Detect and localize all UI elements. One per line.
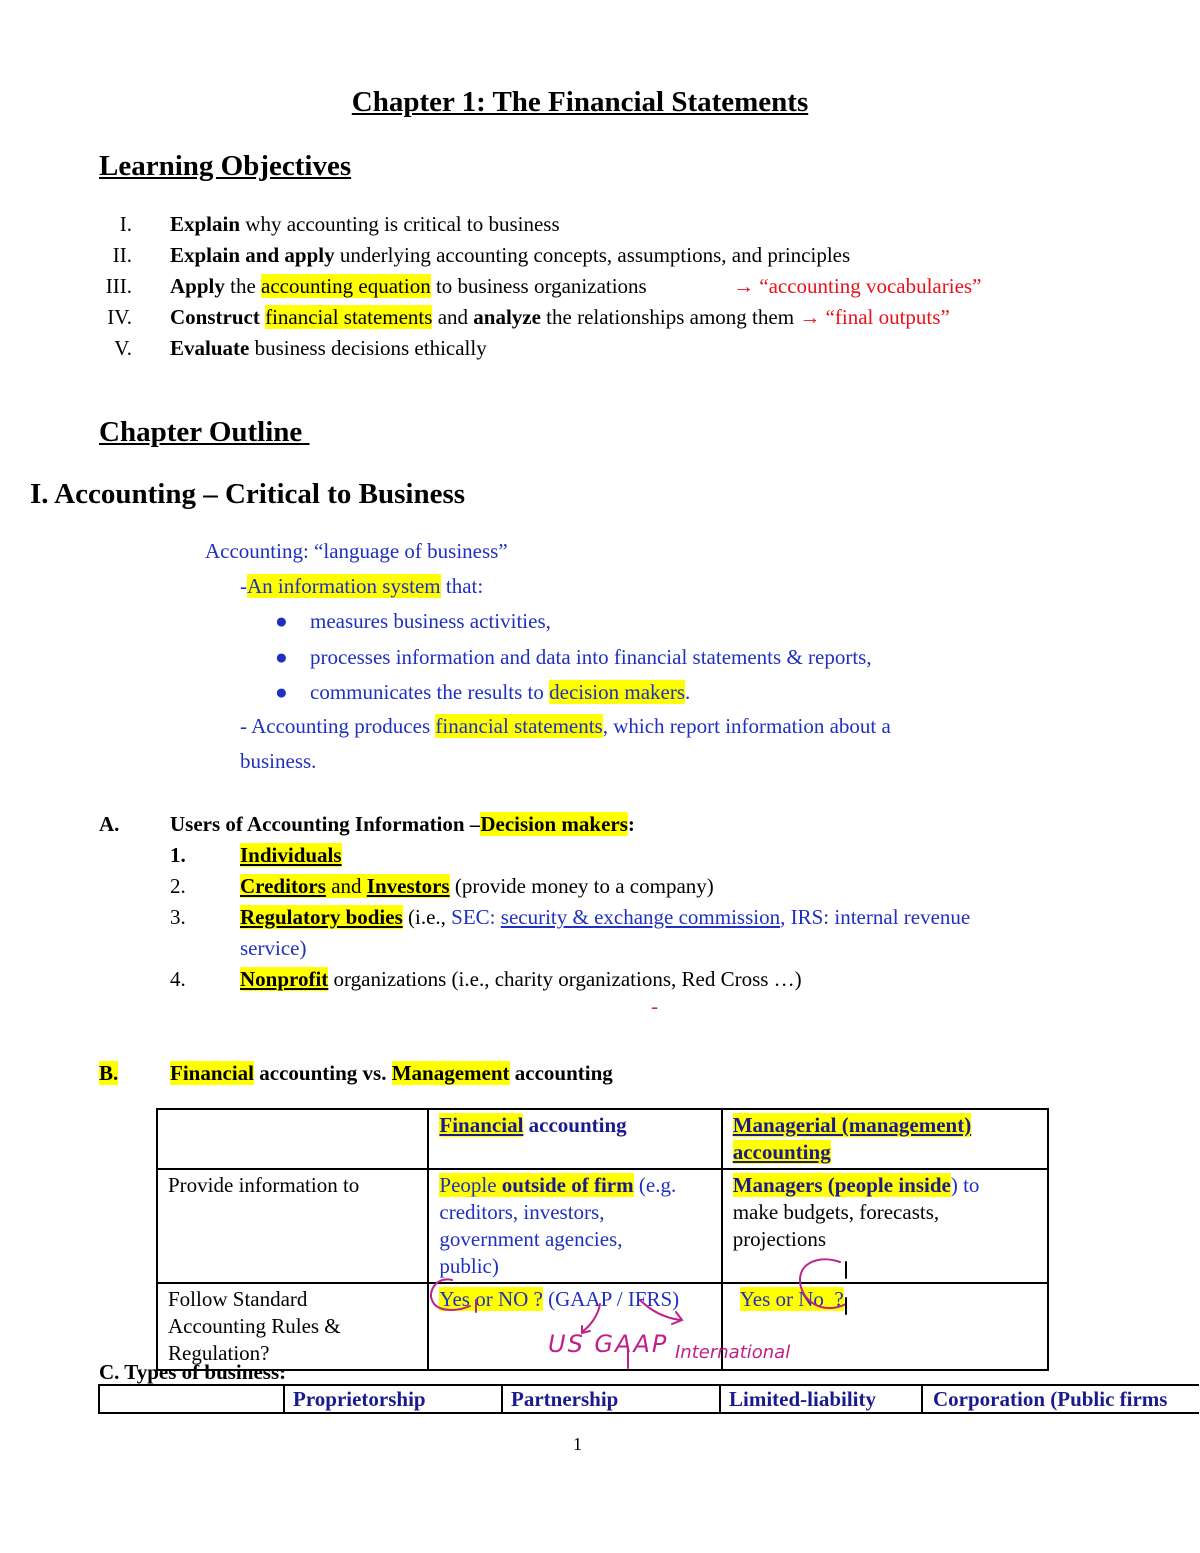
bullet-icon: ● [275, 609, 288, 633]
circle-annotation [431, 1279, 470, 1310]
bullet-item: communicates the results to decision makers. [310, 680, 691, 704]
table-corner-cell [99, 1385, 284, 1413]
table-cell: Yes or NO ? (GAAP / IFRS) [428, 1283, 721, 1370]
objective-item: Explain and apply underlying accounting concepts, assumptions, and principles [170, 243, 851, 267]
section-b-heading: Financial accounting vs. Management accounting [170, 1061, 613, 1085]
table-cell: Managers (people inside) to make budgets, forecasts, projections [722, 1169, 1048, 1283]
arrow-annotation [582, 1304, 600, 1332]
bullet-icon: ● [275, 680, 288, 704]
highlight: An information system [247, 574, 441, 598]
objective-number: IV. [107, 305, 132, 329]
section-letter: A. [99, 812, 120, 836]
table-header-cell: Corporation (Public firms [922, 1385, 1199, 1413]
arrow-right-icon: → [799, 305, 821, 329]
user-item-line-2: service) [240, 936, 307, 960]
objective-item: Explain why accounting is critical to business [170, 212, 560, 236]
highlight: Regulatory bodies [240, 905, 403, 929]
objective-number: V. [114, 336, 132, 360]
produces-line-2: business. [240, 749, 317, 773]
highlight: Nonprofit [240, 967, 329, 991]
highlight: decision makers [549, 680, 685, 704]
highlight: Investors [366, 874, 450, 898]
table-header-cell: Partnership [502, 1385, 720, 1413]
highlight: Creditors [240, 874, 326, 898]
table-cell: People outside of firm (e.g. creditors, investors, government agencies, public) [428, 1169, 721, 1283]
section-heading: I. Accounting – Critical to Business [30, 478, 466, 510]
page-number: 1 [573, 1434, 582, 1454]
table-row-label: Provide information to [157, 1169, 428, 1283]
highlight: accounting equation [261, 274, 431, 298]
objective-number: III. [105, 274, 132, 298]
handwritten-text: US GAAP [548, 1330, 669, 1358]
produces-line: - Accounting produces financial statements, which report information about a [240, 714, 891, 738]
objective-item: Construct financial statements and analyze the relationships among them → “final outputs” [170, 305, 950, 329]
accounting-definition: Accounting: “language of business” [205, 539, 508, 563]
bullet-item: processes information and data into financial statements & reports, [310, 645, 872, 669]
page-title: Chapter 1: The Financial Statements [351, 86, 809, 118]
highlight: Management [391, 1061, 510, 1085]
user-number: 3. [170, 905, 186, 929]
objective-note: → “accounting vocabularies” [733, 274, 982, 298]
highlight: Decision makers [480, 812, 628, 836]
user-number: 2. [170, 874, 186, 898]
circle-annotation [800, 1259, 846, 1308]
objective-item: Evaluate business decisions ethically [170, 336, 487, 360]
user-item: Creditors and Investors (provide money to a company) [240, 874, 714, 898]
stray-dash: - [651, 994, 658, 1018]
objective-item: Apply the accounting equation to business organizations [170, 274, 647, 298]
user-item: Nonprofit organizations (i.e., charity organizations, Red Cross …) [240, 967, 802, 991]
user-number: 4. [170, 967, 186, 991]
users-heading: Users of Accounting Information –Decision makers: [170, 812, 635, 836]
section-c-heading: C. Types of business: [99, 1360, 287, 1384]
highlight: financial statements [265, 305, 433, 329]
table-header-cell: Managerial (management) accounting [722, 1109, 1048, 1169]
objective-number: II. [112, 243, 132, 267]
learning-objectives-heading: Learning Objectives [99, 150, 352, 182]
highlight: financial statements [435, 714, 603, 738]
user-number: 1. [170, 843, 186, 867]
information-system-line: -An information system that: [240, 574, 484, 598]
user-item: Regulatory bodies (i.e., SEC: security & exchange commission, IRS: internal revenue [240, 905, 971, 929]
section-letter: B. [99, 1061, 119, 1085]
table-header-cell: Limited-liability [720, 1385, 922, 1413]
business-types-table [98, 1384, 1199, 1414]
table-cell: Yes or No ? [722, 1283, 1048, 1370]
bullet-icon: ● [275, 645, 288, 669]
highlight: Financial [170, 1061, 255, 1085]
table-header-cell: Financial accounting [428, 1109, 721, 1169]
chapter-outline-heading: Chapter Outline [99, 416, 310, 448]
handwritten-text: International [675, 1342, 791, 1363]
objective-number: I. [119, 212, 132, 236]
table-header-cell: Proprietorship [284, 1385, 502, 1413]
arrow-right-icon: → [733, 274, 754, 298]
highlight: Individuals [240, 843, 342, 867]
table-row-label: Follow Standard Accounting Rules & Regulation? [157, 1283, 428, 1370]
bullet-item: measures business activities, [310, 609, 551, 633]
